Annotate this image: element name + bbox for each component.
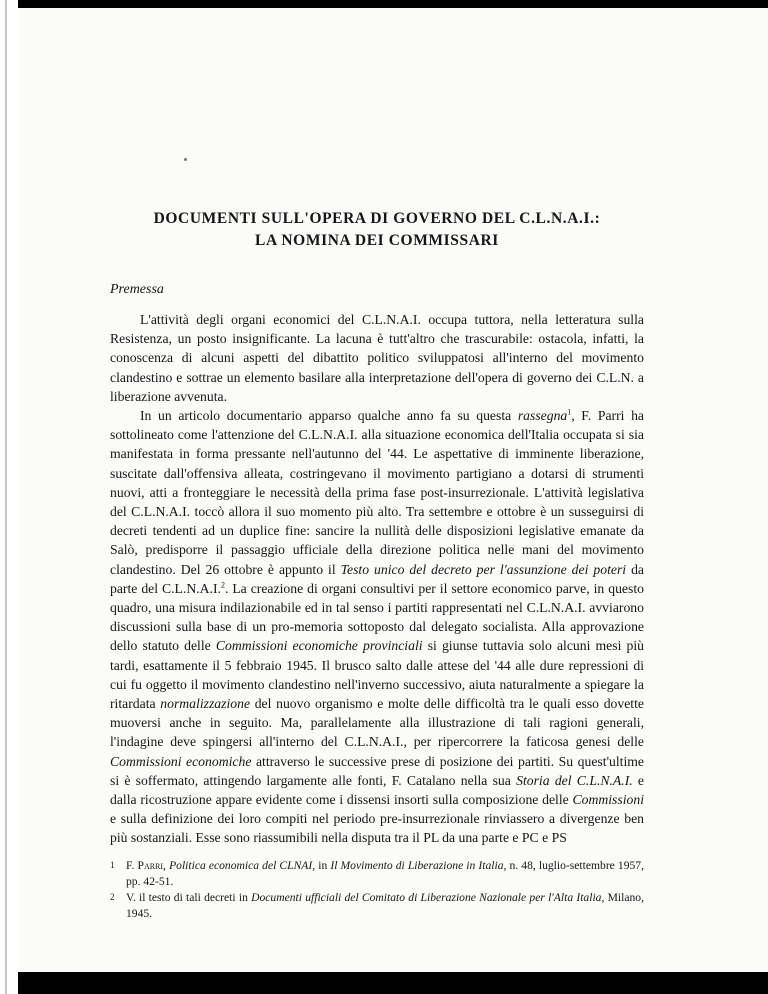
text-run: Milano, 1945. [126, 891, 644, 921]
footnote-text [126, 858, 644, 890]
text-run: . La creazione di organi consultivi per il settore economico parve, in questo quadro, una misura indilazionabile ed in tal senso i partiti rappresentati nel C.L.N.A.I. avviarono discussioni sulla base di un pro-memoria sottoposto dal delegato socialista. Alla approvazione dello statuto delle [110, 580, 644, 654]
text-run: del nuovo organismo e molte delle difficoltà tra le quali esso dovette muoversi anche in seguito. Ma, parallelamente alla illustrazione di tali ragioni generali, l'indagine deve spingersi all'interno del C.L.N.A.I., per ripercorrere la faticosa genesi delle [110, 696, 644, 750]
italic-run: Testo unico del decreto per l'assunzione dei poteri [340, 561, 627, 577]
article-title-line-2: LA NOMINA DEI COMMISSARI [255, 232, 499, 249]
footnote-ref-1: 1 [567, 407, 572, 417]
text-run: , F. Parri ha sottolineato come l'attenzione del C.L.N.A.I. alla situazione economica dell'Italia occupata si sia manifestata in forma pressante nell'autunno del '44. Le aspettative di imminente liberazione, suscitate dall'offensiva alleata, costringevano il movimento partigiano a dotarsi di strumenti nuovi, atti a fronteggiare le necessità della prima fase post-insurrezionale. L'attività legislativa del C.L.N.A.I. toccò allora il suo momento più alto. Tra settembre e ottobre è un susseguirsi di decreti tendenti ad un duplice fine: sancire la nullità delle disposizioni legislative emanate da Salò, predisporre il passaggio ufficiale della direzione politica nelle mani del movimento clandestino. Del 26 ottobre è appunto il [110, 408, 644, 577]
article [110, 208, 644, 923]
section-heading: Premessa [110, 282, 164, 297]
footnote-journal: Il Movimento di Liberazione in Italia, [330, 858, 507, 872]
text-run: e dalla ricostruzione appare evidente come i dissensi insorti sulla composizione delle [110, 772, 645, 808]
paragraph-2 [110, 406, 644, 848]
italic-run: normalizzazione [160, 696, 251, 712]
text-run: attraverso le successive prese di posizione dei partiti. Su quest'ultime si è soffermato, attingendo largamente alle fonti, F. Catalano nella sua [110, 753, 645, 788]
footnotes [110, 858, 644, 923]
article-body [110, 310, 644, 848]
footnote-2 [110, 890, 644, 922]
text-run: In un articolo documentario apparso qualche anno fa su questa [140, 408, 518, 424]
italic-run: Commissioni economiche provinciali [215, 638, 423, 654]
paragraph-1: L'attività degli organi economici del C.L.N.A.I. occupa tuttora, nella letteratura sulla Resistenza, un posto insignificante. La lacuna è tutt'altro che trascurabile: ostacola, infatti, la conoscenza di alcuni aspetti del dibattito politico sviluppatosi all'interno del movimento clandestino e sottrae un elemento basilare alla interpretazione dell'opera di governo dei C.L.N. a liberazione avvenuta. [110, 312, 644, 404]
footnote-title: Politica economica del CLNAI, [169, 858, 316, 872]
footnote-author: F. Parri, [126, 858, 166, 872]
italic-run: Storia del C.L.N.A.I. [516, 772, 633, 788]
scan-left-edge [0, 0, 18, 994]
text-run: e sulla definizione dei loro compiti nel periodo pre-insurrezionale rinviassero a divergenze ben più sostanziali. Esse sono riassumibili nella disputa tra il PL da una parte e PC e PS [110, 811, 644, 846]
italic-run: rassegna [517, 408, 568, 424]
footnote-title: Documenti ufficiali del Comitato di Liberazione Nazionale per l'Alta Italia, [251, 891, 605, 905]
text-run: V. il testo di tali decreti in [126, 891, 252, 905]
text-run: in [315, 858, 331, 872]
footnote-1 [110, 858, 644, 890]
footnote-mark: 1 [110, 859, 115, 870]
scan-speck [184, 158, 187, 161]
italic-run: Commissioni [572, 792, 644, 808]
footnote-mark: 2 [110, 892, 115, 903]
article-title-line-1: DOCUMENTI SULL'OPERA DI GOVERNO DEL C.L.N.A.I.: [153, 210, 601, 227]
text-run: si giunse tuttavia solo alcuni mesi più tardi, esattamente il 5 febbraio 1945. Il brusco salto dalle attese del '44 alle dure repressioni di cui fu oggetto il movimento clandestino nell'inverno successivo, aiuta naturalmente a spiegare la ritardata [110, 638, 644, 712]
document-page [18, 8, 768, 972]
text-run: n. 48, luglio-settembre 1957, pp. 42-51. [126, 858, 644, 888]
article-title [110, 208, 644, 252]
text-run: da parte del C.L.N.A.I. [110, 561, 644, 596]
footnote-text [126, 890, 644, 922]
italic-run: Commissioni economiche [110, 753, 252, 769]
footnote-ref-2: 2 [220, 580, 225, 590]
